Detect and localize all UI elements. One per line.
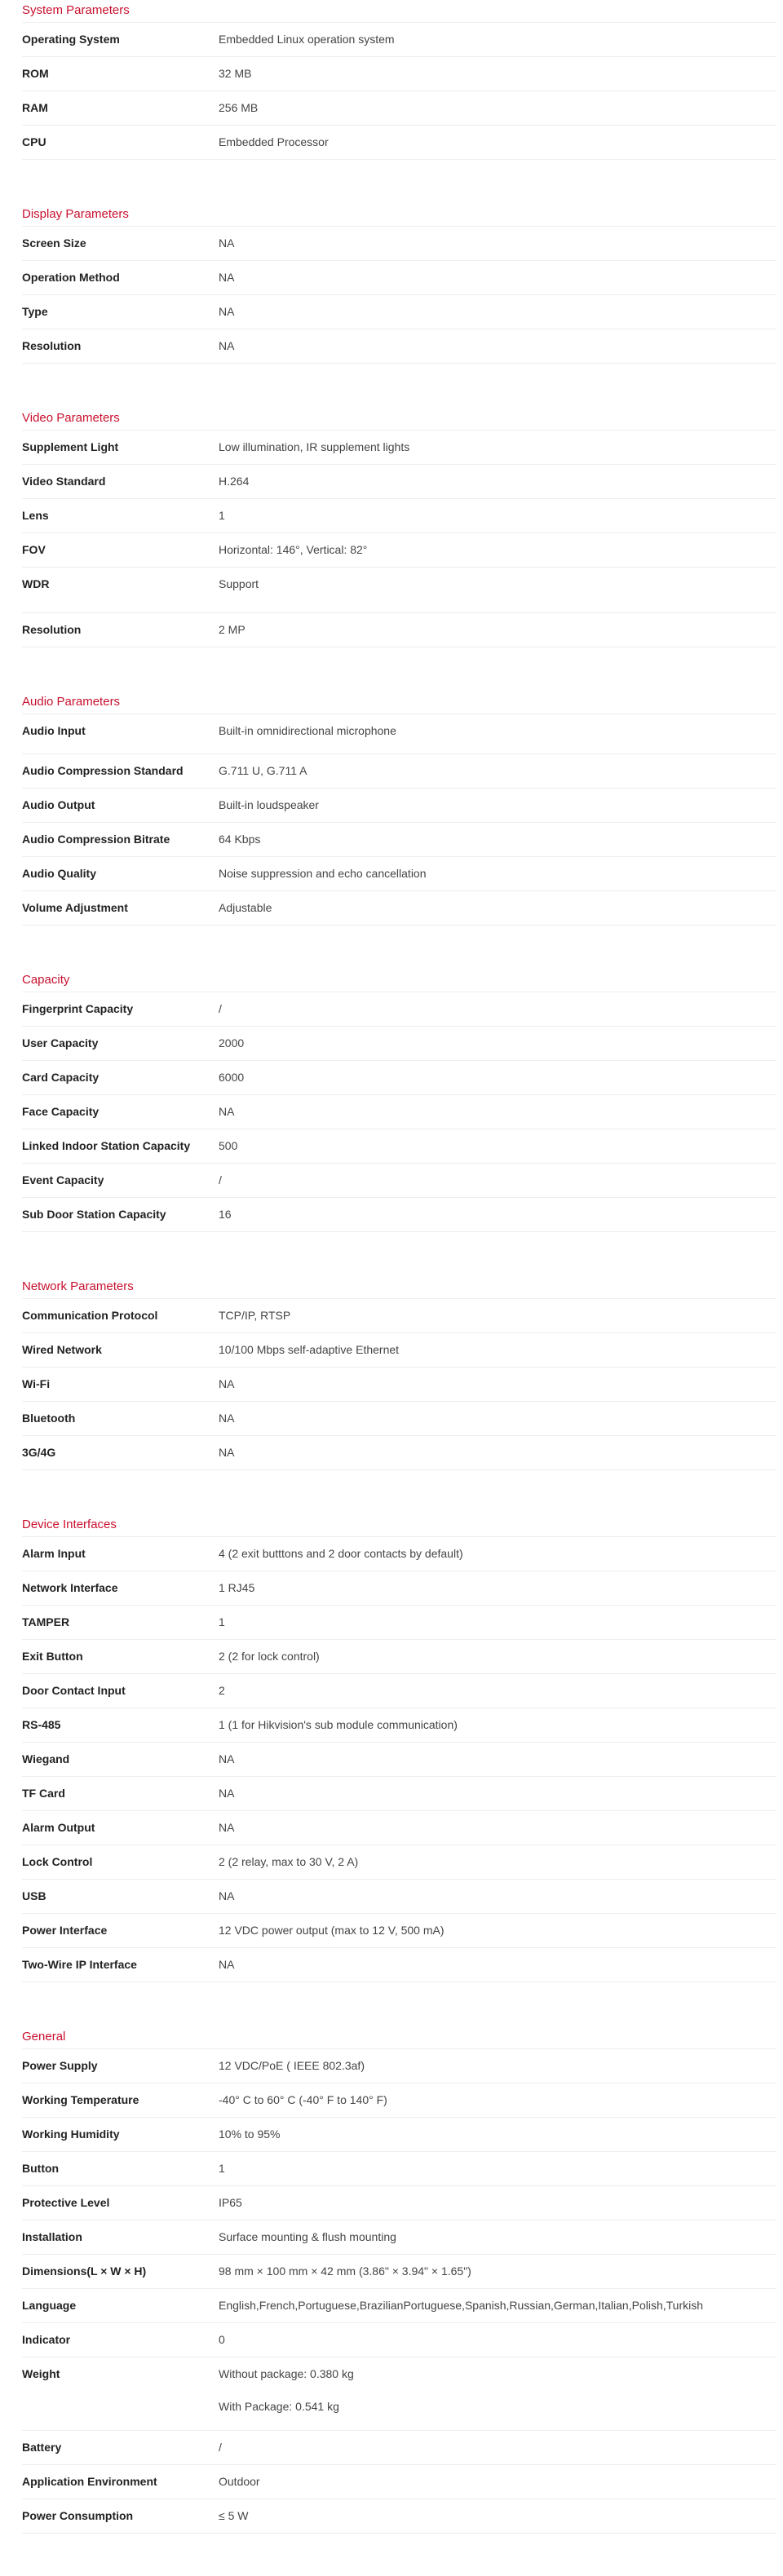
spec-value: 1 xyxy=(219,509,225,522)
spec-label: Battery xyxy=(22,2441,62,2454)
spec-row-door-contact-input xyxy=(22,1674,776,1708)
spec-row-user-capacity xyxy=(22,1027,776,1061)
spec-label: Power Interface xyxy=(22,1924,108,1937)
spec-label: Sub Door Station Capacity xyxy=(22,1208,166,1221)
spec-label: RAM xyxy=(22,101,48,114)
spec-label: Lock Control xyxy=(22,1855,93,1868)
spec-value: 2000 xyxy=(219,1036,245,1049)
spec-label: User Capacity xyxy=(22,1036,99,1049)
spec-row-ram xyxy=(22,91,776,126)
spec-row-wifi xyxy=(22,1368,776,1402)
spec-label: Wired Network xyxy=(22,1343,102,1356)
spec-label: Card Capacity xyxy=(22,1071,100,1084)
spec-value: -40° C to 60° C (-40° F to 140° F) xyxy=(219,2093,387,2106)
spec-value: Built-in omnidirectional microphone xyxy=(219,724,396,737)
spec-value: 4 (2 exit butttons and 2 door contacts by default) xyxy=(219,1547,463,1560)
spec-value: NA xyxy=(219,1752,235,1765)
spec-value: / xyxy=(219,2441,222,2454)
spec-value: NA xyxy=(219,236,235,250)
spec-value: 256 MB xyxy=(219,101,259,114)
spec-label: Button xyxy=(22,2162,60,2175)
spec-row-resolution xyxy=(22,329,776,364)
section-network-parameters xyxy=(22,1275,776,1470)
spec-label: Type xyxy=(22,305,48,318)
spec-row-installation xyxy=(22,2220,776,2255)
spec-value: Embedded Linux operation system xyxy=(219,33,395,46)
spec-value: / xyxy=(219,1002,222,1015)
spec-label: Video Standard xyxy=(22,475,106,488)
spec-value: 500 xyxy=(219,1139,238,1152)
spec-label: Lens xyxy=(22,509,49,522)
spec-row-screen-size xyxy=(22,227,776,261)
section-title: Device Interfaces xyxy=(22,1513,776,1537)
spec-label: Alarm Output xyxy=(22,1821,95,1834)
spec-value: Horizontal: 146°, Vertical: 82° xyxy=(219,543,368,556)
spec-label: 3G/4G xyxy=(22,1446,56,1459)
spec-row-wired-network xyxy=(22,1333,776,1368)
spec-label: Wi-Fi xyxy=(22,1377,51,1390)
spec-value: English,French,Portuguese,BrazilianPortuguese,Spanish,Russian,German,Italian,Polish,Turkish xyxy=(219,2299,704,2312)
spec-value: Noise suppression and echo cancellation xyxy=(219,867,427,880)
spec-value: Support xyxy=(219,577,259,590)
spec-row-two-wire-ip-interface xyxy=(22,1948,776,1982)
spec-label: Weight xyxy=(22,2367,60,2380)
spec-row-operation-method xyxy=(22,261,776,295)
spec-row-audio-output xyxy=(22,789,776,823)
spec-value: 2 MP xyxy=(219,623,246,636)
section-general xyxy=(22,2025,776,2534)
spec-row-fov xyxy=(22,533,776,568)
spec-row-audio-compression-bitrate xyxy=(22,823,776,857)
spec-row-rs485 xyxy=(22,1708,776,1743)
spec-label: CPU xyxy=(22,135,46,148)
spec-label: Audio Compression Standard xyxy=(22,764,184,777)
spec-label: Face Capacity xyxy=(22,1105,100,1118)
spec-value: / xyxy=(219,1173,222,1186)
spec-row-card-capacity xyxy=(22,1061,776,1095)
spec-label: Power Supply xyxy=(22,2059,98,2072)
spec-row-audio-input xyxy=(22,714,776,754)
section-audio-parameters xyxy=(22,690,776,926)
section-title: Video Parameters xyxy=(22,406,776,431)
spec-sheet xyxy=(22,0,776,2576)
section-display-parameters xyxy=(22,202,776,364)
spec-value: 2 (2 for lock control) xyxy=(219,1650,320,1663)
spec-value: 10% to 95% xyxy=(219,2128,281,2141)
spec-value: NA xyxy=(219,1105,235,1118)
section-title: Display Parameters xyxy=(22,202,776,227)
spec-row-protective-level xyxy=(22,2186,776,2220)
spec-value xyxy=(219,2367,354,2414)
spec-row-video-standard xyxy=(22,465,776,499)
spec-value: 16 xyxy=(219,1208,232,1221)
section-device-interfaces xyxy=(22,1513,776,1982)
spec-value: 1 xyxy=(219,1615,225,1628)
spec-label: Audio Input xyxy=(22,724,86,737)
spec-label: Audio Quality xyxy=(22,867,96,880)
spec-label: Communication Protocol xyxy=(22,1309,158,1322)
section-title: Network Parameters xyxy=(22,1275,776,1299)
spec-row-bluetooth xyxy=(22,1402,776,1436)
section-title: System Parameters xyxy=(22,0,776,23)
spec-label: Indicator xyxy=(22,2333,71,2346)
spec-row-weight xyxy=(22,2357,776,2431)
section-title: Capacity xyxy=(22,968,776,992)
spec-row-rom xyxy=(22,57,776,91)
spec-value: 6000 xyxy=(219,1071,245,1084)
spec-row-cpu xyxy=(22,126,776,160)
spec-label: Linked Indoor Station Capacity xyxy=(22,1139,191,1152)
spec-value: 10/100 Mbps self-adaptive Ethernet xyxy=(219,1343,400,1356)
spec-row-power-interface xyxy=(22,1914,776,1948)
section-system-parameters xyxy=(22,0,776,160)
spec-value: NA xyxy=(219,305,235,318)
spec-row-application-environment xyxy=(22,2465,776,2499)
section-capacity xyxy=(22,968,776,1232)
spec-value: 98 mm × 100 mm × 42 mm (3.86" × 3.94" × 1.65") xyxy=(219,2264,471,2278)
spec-row-resolution xyxy=(22,613,776,647)
spec-row-dimensions xyxy=(22,2255,776,2289)
spec-row-tf-card xyxy=(22,1777,776,1811)
section-title: General xyxy=(22,2025,776,2049)
spec-row-button xyxy=(22,2152,776,2186)
spec-value: NA xyxy=(219,1412,235,1425)
spec-row-event-capacity xyxy=(22,1164,776,1198)
spec-value: NA xyxy=(219,271,235,284)
spec-row-fingerprint-capacity xyxy=(22,992,776,1027)
spec-row-working-humidity xyxy=(22,2118,776,2152)
spec-value: 2 (2 relay, max to 30 V, 2 A) xyxy=(219,1855,359,1868)
spec-value: NA xyxy=(219,1958,235,1971)
spec-label: FOV xyxy=(22,543,46,556)
spec-row-power-consumption xyxy=(22,2499,776,2534)
spec-value: TCP/IP, RTSP xyxy=(219,1309,291,1322)
spec-label: Installation xyxy=(22,2230,82,2243)
spec-row-face-capacity xyxy=(22,1095,776,1129)
spec-label: Resolution xyxy=(22,623,82,636)
spec-label: RS-485 xyxy=(22,1718,61,1731)
spec-row-3g-4g xyxy=(22,1436,776,1470)
spec-value: 0 xyxy=(219,2333,225,2346)
spec-label: Network Interface xyxy=(22,1581,118,1594)
spec-label: Volume Adjustment xyxy=(22,901,128,914)
spec-value: NA xyxy=(219,1787,235,1800)
spec-label: Resolution xyxy=(22,339,82,352)
spec-label: WDR xyxy=(22,577,50,590)
spec-value: 1 xyxy=(219,2162,225,2175)
spec-row-lock-control xyxy=(22,1845,776,1880)
spec-label: Dimensions(L × W × H) xyxy=(22,2264,147,2278)
spec-value: IP65 xyxy=(219,2196,242,2209)
spec-label: Working Humidity xyxy=(22,2128,120,2141)
spec-row-tamper xyxy=(22,1606,776,1640)
spec-row-power-supply xyxy=(22,2049,776,2083)
spec-label: TAMPER xyxy=(22,1615,70,1628)
spec-row-alarm-input xyxy=(22,1537,776,1571)
spec-row-audio-quality xyxy=(22,857,776,891)
spec-label: Language xyxy=(22,2299,77,2312)
spec-label: Wiegand xyxy=(22,1752,70,1765)
spec-label: TF Card xyxy=(22,1787,65,1800)
spec-value: NA xyxy=(219,1821,235,1834)
spec-row-exit-button xyxy=(22,1640,776,1674)
spec-label: Two-Wire IP Interface xyxy=(22,1958,137,1971)
spec-value: G.711 U, G.711 A xyxy=(219,764,307,777)
spec-value: 2 xyxy=(219,1684,225,1697)
spec-label: Bluetooth xyxy=(22,1412,76,1425)
spec-label: Operating System xyxy=(22,33,120,46)
spec-row-network-interface xyxy=(22,1571,776,1606)
spec-value: Surface mounting & flush mounting xyxy=(219,2230,396,2243)
spec-row-working-temperature xyxy=(22,2083,776,2118)
spec-label: Audio Output xyxy=(22,798,95,811)
spec-label: Application Environment xyxy=(22,2475,157,2488)
spec-value: Built-in loudspeaker xyxy=(219,798,319,811)
spec-label: Fingerprint Capacity xyxy=(22,1002,134,1015)
weight-with-package: With Package: 0.541 kg xyxy=(219,2400,339,2413)
spec-value: NA xyxy=(219,1446,235,1459)
spec-row-lens xyxy=(22,499,776,533)
spec-row-usb xyxy=(22,1880,776,1914)
spec-row-supplement-light xyxy=(22,431,776,465)
spec-row-audio-compression-standard xyxy=(22,754,776,789)
spec-row-language xyxy=(22,2289,776,2323)
spec-value: NA xyxy=(219,1889,235,1902)
spec-value: 32 MB xyxy=(219,67,252,80)
spec-label: Operation Method xyxy=(22,271,120,284)
spec-label: Power Consumption xyxy=(22,2509,134,2522)
spec-value: Low illumination, IR supplement lights xyxy=(219,440,410,453)
spec-label: Supplement Light xyxy=(22,440,119,453)
spec-row-volume-adjustment xyxy=(22,891,776,926)
spec-label: Event Capacity xyxy=(22,1173,104,1186)
spec-label: Screen Size xyxy=(22,236,86,250)
section-title: Audio Parameters xyxy=(22,690,776,714)
spec-row-battery xyxy=(22,2431,776,2465)
section-video-parameters xyxy=(22,406,776,647)
spec-value: 1 (1 for Hikvision's sub module communication) xyxy=(219,1718,458,1731)
spec-row-alarm-output xyxy=(22,1811,776,1845)
spec-row-operating-system xyxy=(22,23,776,57)
spec-label: Audio Compression Bitrate xyxy=(22,833,170,846)
spec-label: Door Contact Input xyxy=(22,1684,126,1697)
spec-row-wdr xyxy=(22,568,776,613)
spec-value: Outdoor xyxy=(219,2475,260,2488)
spec-row-wiegand xyxy=(22,1743,776,1777)
spec-row-communication-protocol xyxy=(22,1299,776,1333)
spec-label: Protective Level xyxy=(22,2196,110,2209)
spec-value: NA xyxy=(219,1377,235,1390)
spec-value: H.264 xyxy=(219,475,250,488)
spec-value: Adjustable xyxy=(219,901,272,914)
spec-row-indicator xyxy=(22,2323,776,2357)
spec-label: ROM xyxy=(22,67,49,80)
spec-label: Exit Button xyxy=(22,1650,83,1663)
spec-label: USB xyxy=(22,1889,46,1902)
spec-value: NA xyxy=(219,339,235,352)
spec-value: 64 Kbps xyxy=(219,833,261,846)
weight-without-package: Without package: 0.380 kg xyxy=(219,2367,354,2380)
spec-label: Alarm Input xyxy=(22,1547,86,1560)
spec-row-linked-indoor-station-capacity xyxy=(22,1129,776,1164)
spec-row-type xyxy=(22,295,776,329)
spec-value: 12 VDC power output (max to 12 V, 500 mA) xyxy=(219,1924,445,1937)
spec-value: ≤ 5 W xyxy=(219,2509,249,2522)
spec-value: Embedded Processor xyxy=(219,135,329,148)
spec-row-sub-door-station-capacity xyxy=(22,1198,776,1232)
spec-value: 12 VDC/PoE ( IEEE 802.3af) xyxy=(219,2059,365,2072)
spec-value: 1 RJ45 xyxy=(219,1581,255,1594)
spec-label: Working Temperature xyxy=(22,2093,139,2106)
